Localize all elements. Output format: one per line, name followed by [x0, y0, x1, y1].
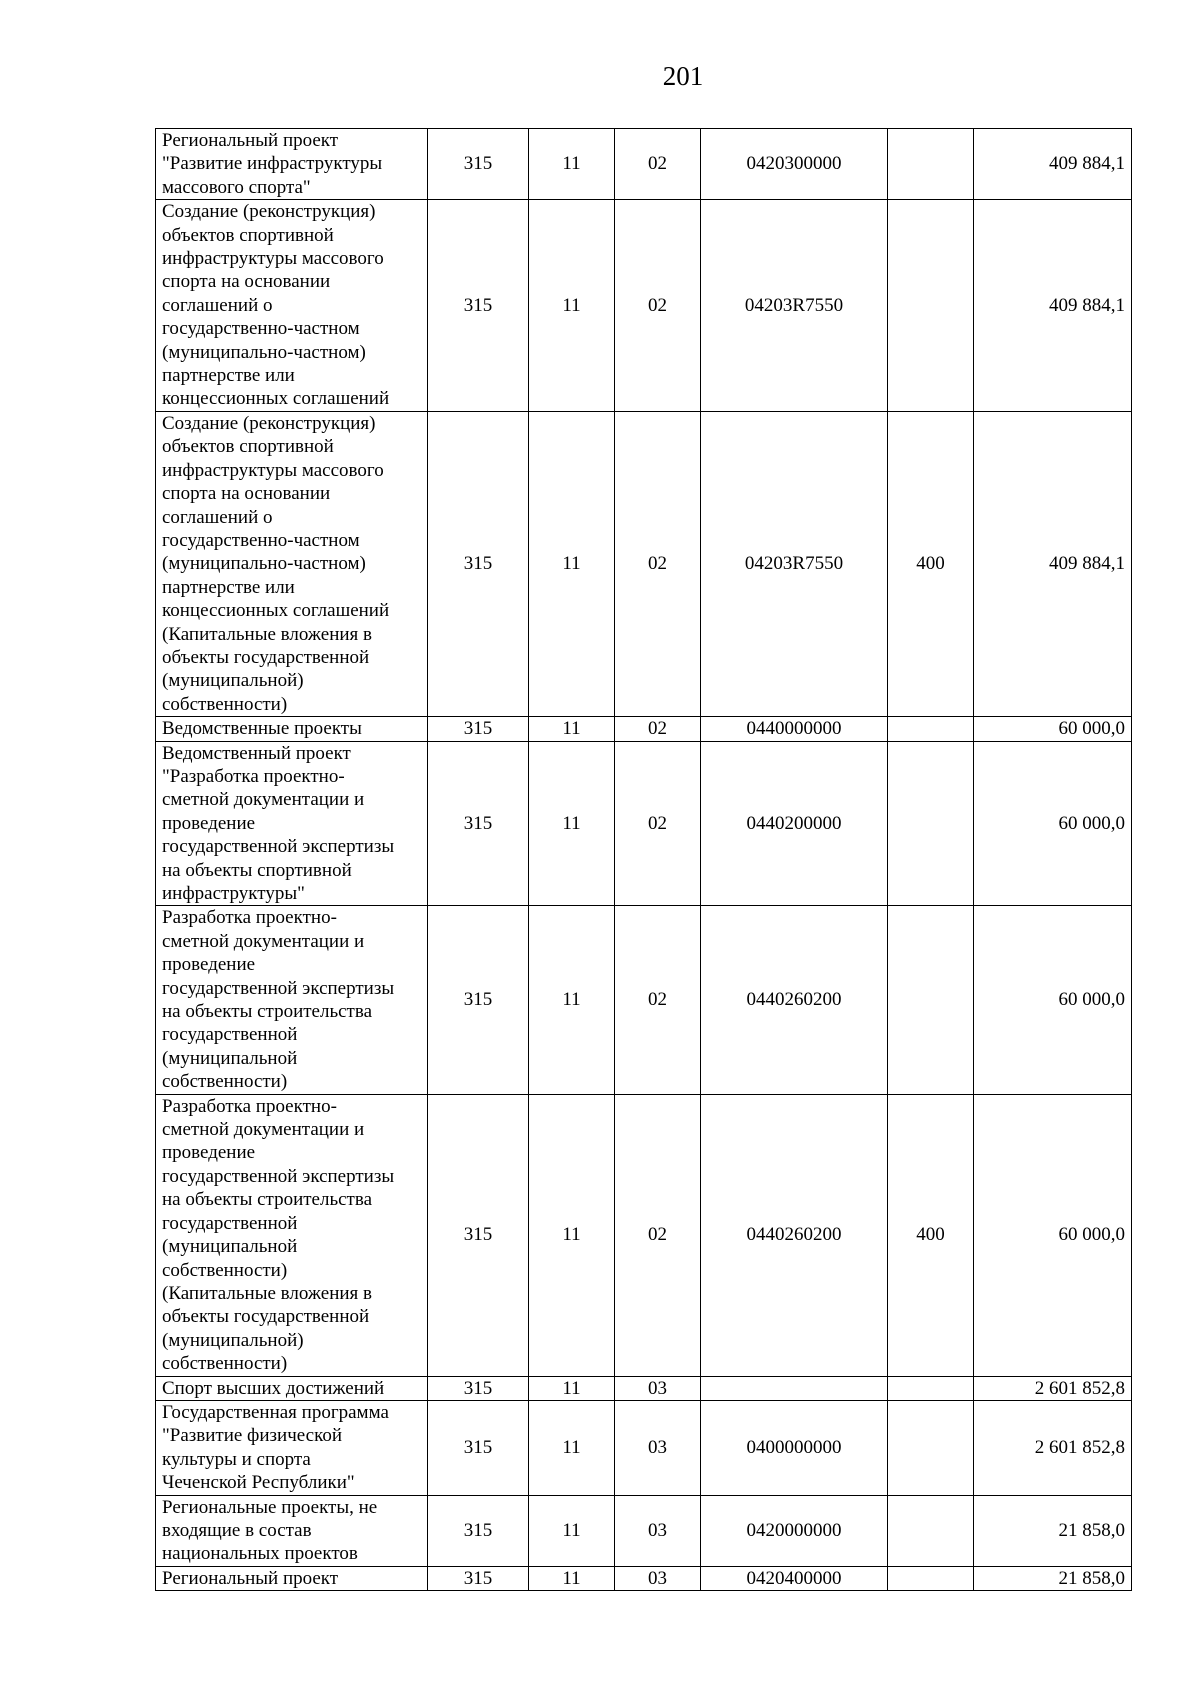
subsection-code-text: 02 [648, 718, 667, 740]
amount-cell [974, 741, 1132, 906]
subsection-code-cell [615, 1400, 701, 1495]
amount-cell [974, 717, 1132, 741]
subsection-code-text: 02 [648, 294, 667, 316]
department-code-text: 315 [463, 1224, 493, 1246]
table-row [156, 1376, 1132, 1400]
target-article-cell [701, 411, 888, 716]
department-code-cell [428, 717, 529, 741]
amount-cell [974, 1495, 1132, 1566]
section-code-cell [529, 1495, 615, 1566]
target-article-cell [701, 129, 888, 200]
expense-type-cell [888, 906, 974, 1094]
expense-type-cell [888, 1400, 974, 1495]
subsection-code-cell [615, 717, 701, 741]
department-code-cell [428, 741, 529, 906]
table-row [156, 1094, 1132, 1376]
subsection-code-cell [615, 906, 701, 1094]
department-code-text: 315 [463, 294, 493, 316]
amount-cell [974, 1094, 1132, 1376]
item-name-text: Разработка проектно- сметной документации и проведение государственной экспертизы на объекты строительства государственной (муниципальной собственности) [162, 907, 395, 1093]
department-code-text: 315 [463, 812, 493, 834]
subsection-code-cell [615, 741, 701, 906]
amount-text: 409 884,1 [1049, 294, 1125, 316]
target-article-text: 04203R7550 [744, 294, 844, 316]
subsection-code-text: 03 [648, 1437, 667, 1459]
item-name-text: Региональный проект "Развитие инфраструктуры массового спорта" [162, 130, 383, 198]
table-row [156, 411, 1132, 716]
section-code-cell [529, 1094, 615, 1376]
section-code-text: 11 [562, 1224, 581, 1246]
amount-cell [974, 906, 1132, 1094]
section-code-cell [529, 200, 615, 412]
department-code-text: 315 [463, 1519, 493, 1541]
item-name-text: Создание (реконструкция) объектов спортивной инфраструктуры массового спорта на основании соглашений о государственно-частном (муниципально-частном) партнерстве или концессионных соглашений (Капитальные вложения в объекты государственной (муниципальной) собственности) [162, 412, 390, 715]
budget-table [155, 128, 1132, 1591]
target-article-text: 0440260200 [746, 1224, 842, 1246]
item-name-cell [156, 1566, 428, 1590]
department-code-cell [428, 1400, 529, 1495]
expense-type-cell [888, 1495, 974, 1566]
table-row [156, 906, 1132, 1094]
target-article-text: 0420000000 [746, 1519, 842, 1541]
subsection-code-cell [615, 1495, 701, 1566]
expense-type-cell [888, 129, 974, 200]
department-code-text: 315 [463, 1377, 493, 1399]
item-name-text: Ведомственный проект "Разработка проектно- сметной документации и проведение государственной экспертизы на объекты спортивной инфраструктуры" [162, 742, 395, 904]
expense-type-text: 400 [916, 553, 945, 575]
target-article-cell [701, 1094, 888, 1376]
section-code-text: 11 [562, 153, 581, 175]
subsection-code-text: 02 [648, 989, 667, 1011]
table-row [156, 1495, 1132, 1566]
target-article-text: 0440000000 [746, 718, 842, 740]
section-code-cell [529, 129, 615, 200]
item-name-text: Государственная программа "Развитие физической культуры и спорта Чеченской Республики" [162, 1401, 389, 1494]
department-code-text: 315 [463, 1567, 493, 1589]
target-article-cell [701, 906, 888, 1094]
amount-text: 60 000,0 [1058, 718, 1125, 740]
item-name-cell [156, 129, 428, 200]
expense-type-cell [888, 411, 974, 716]
item-name-text: Спорт высших достижений [162, 1377, 385, 1399]
section-code-text: 11 [562, 294, 581, 316]
budget-table-body [156, 129, 1132, 1591]
section-code-text: 11 [562, 989, 581, 1011]
expense-type-text: 400 [916, 1224, 945, 1246]
subsection-code-text: 03 [648, 1519, 667, 1541]
expense-type-cell [888, 717, 974, 741]
table-row [156, 717, 1132, 741]
department-code-cell [428, 1376, 529, 1400]
department-code-cell [428, 411, 529, 716]
amount-text: 60 000,0 [1058, 1224, 1125, 1246]
amount-cell [974, 200, 1132, 412]
target-article-cell [701, 717, 888, 741]
item-name-text: Ведомственные проекты [162, 718, 362, 740]
section-code-text: 11 [562, 1567, 581, 1589]
subsection-code-cell [615, 1094, 701, 1376]
table-row [156, 741, 1132, 906]
section-code-cell [529, 1376, 615, 1400]
subsection-code-cell [615, 200, 701, 412]
item-name-text: Региональные проекты, не входящие в состав национальных проектов [162, 1496, 378, 1565]
item-name-text: Создание (реконструкция) объектов спортивной инфраструктуры массового спорта на основании соглашений о государственно-частном (муниципально-частном) партнерстве или концессионных соглашений [162, 201, 390, 410]
table-row [156, 129, 1132, 200]
department-code-cell [428, 1495, 529, 1566]
subsection-code-cell [615, 1566, 701, 1590]
target-article-text: 0400000000 [746, 1437, 842, 1459]
subsection-code-text: 03 [648, 1377, 667, 1399]
amount-cell [974, 1376, 1132, 1400]
amount-text: 409 884,1 [1049, 153, 1125, 175]
amount-cell [974, 1566, 1132, 1590]
item-name-cell [156, 717, 428, 741]
item-name-cell [156, 906, 428, 1094]
section-code-text: 11 [562, 1437, 581, 1459]
section-code-text: 11 [562, 1519, 581, 1541]
department-code-cell [428, 129, 529, 200]
amount-text: 409 884,1 [1049, 553, 1125, 575]
table-row [156, 1400, 1132, 1495]
target-article-text: 0440200000 [746, 812, 842, 834]
target-article-cell [701, 1400, 888, 1495]
target-article-cell [701, 1376, 888, 1400]
amount-text: 21 858,0 [1058, 1567, 1125, 1589]
subsection-code-cell [615, 1376, 701, 1400]
table-row [156, 1566, 1132, 1590]
item-name-cell [156, 411, 428, 716]
subsection-code-text: 02 [648, 1224, 667, 1246]
item-name-cell [156, 1094, 428, 1376]
target-article-text: 0420300000 [746, 153, 842, 175]
page-number: 201 [662, 61, 704, 91]
amount-cell [974, 411, 1132, 716]
department-code-cell [428, 200, 529, 412]
section-code-cell [529, 741, 615, 906]
department-code-text: 315 [463, 153, 493, 175]
section-code-text: 11 [562, 1377, 581, 1399]
target-article-cell [701, 741, 888, 906]
department-code-text: 315 [463, 1437, 493, 1459]
amount-cell [974, 129, 1132, 200]
expense-type-cell [888, 1094, 974, 1376]
department-code-cell [428, 1566, 529, 1590]
department-code-text: 315 [463, 989, 493, 1011]
item-name-cell [156, 1376, 428, 1400]
section-code-text: 11 [562, 718, 581, 740]
item-name-cell [156, 1400, 428, 1495]
item-name-cell [156, 1495, 428, 1566]
subsection-code-text: 02 [648, 153, 667, 175]
department-code-text: 315 [463, 718, 493, 740]
amount-text: 2 601 852,8 [1034, 1437, 1125, 1459]
subsection-code-cell [615, 411, 701, 716]
amount-text: 21 858,0 [1058, 1519, 1125, 1541]
expense-type-cell [888, 741, 974, 906]
target-article-text: 0440260200 [746, 989, 842, 1011]
department-code-text: 315 [463, 553, 493, 575]
subsection-code-text: 02 [648, 812, 667, 834]
subsection-code-cell [615, 129, 701, 200]
item-name-cell [156, 741, 428, 906]
section-code-cell [529, 1566, 615, 1590]
section-code-text: 11 [562, 812, 581, 834]
department-code-cell [428, 1094, 529, 1376]
expense-type-cell [888, 1376, 974, 1400]
amount-text: 60 000,0 [1058, 989, 1125, 1011]
target-article-text: 04203R7550 [744, 553, 844, 575]
amount-cell [974, 1400, 1132, 1495]
target-article-cell [701, 1495, 888, 1566]
item-name-text: Разработка проектно- сметной документации и проведение государственной экспертизы на объекты строительства государственной (муниципальной собственности) (Капитальные вложения в объекты государственной (муниципальной) собственности) [162, 1095, 395, 1375]
subsection-code-text: 03 [648, 1567, 667, 1589]
target-article-text: 0420400000 [746, 1567, 842, 1589]
item-name-text: Региональный проект [162, 1567, 339, 1589]
item-name-cell [156, 200, 428, 412]
target-article-cell [701, 1566, 888, 1590]
department-code-cell [428, 906, 529, 1094]
section-code-cell [529, 717, 615, 741]
expense-type-cell [888, 1566, 974, 1590]
section-code-text: 11 [562, 553, 581, 575]
section-code-cell [529, 906, 615, 1094]
target-article-cell [701, 200, 888, 412]
expense-type-cell [888, 200, 974, 412]
table-row [156, 200, 1132, 412]
section-code-cell [529, 1400, 615, 1495]
amount-text: 60 000,0 [1058, 812, 1125, 834]
section-code-cell [529, 411, 615, 716]
subsection-code-text: 02 [648, 553, 667, 575]
amount-text: 2 601 852,8 [1034, 1377, 1125, 1399]
